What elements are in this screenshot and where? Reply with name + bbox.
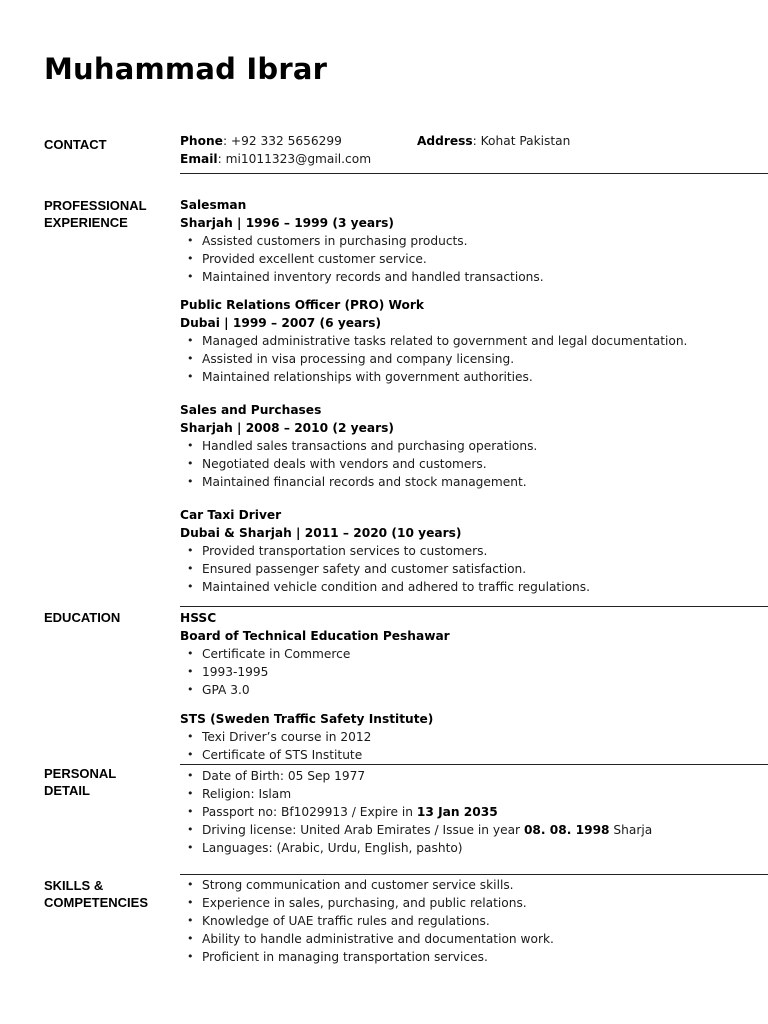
- job-meta: Dubai | 1999 – 2007 (6 years): [180, 316, 382, 330]
- phone-value: +92 332 5656299: [230, 134, 342, 148]
- list-item: • Proficient in managing transportation services.: [180, 948, 760, 966]
- list-item: • Negotiated deals with vendors and customers.: [180, 455, 760, 473]
- experience-job-2: [180, 296, 760, 386]
- languages-item: • Languages: (Arabic, Urdu, English, pashto): [180, 839, 760, 857]
- list-item: • Maintained financial records and stock management.: [180, 473, 760, 491]
- list-item: • Assisted customers in purchasing products.: [180, 232, 760, 250]
- list-item: • Knowledge of UAE traffic rules and regulations.: [180, 912, 760, 930]
- list-item: • Maintained inventory records and handled transactions.: [180, 268, 760, 286]
- divider-experience: [180, 606, 768, 607]
- education-entry-2: [180, 710, 760, 764]
- job-meta: Dubai & Sharjah | 2011 – 2020 (10 years): [180, 526, 462, 540]
- email-value: mi1011323@gmail.com: [225, 152, 372, 166]
- list-item: • GPA 3.0: [180, 681, 760, 699]
- list-item: • Provided transportation services to customers.: [180, 542, 760, 560]
- list-item: • Ensured passenger safety and customer satisfaction.: [180, 560, 760, 578]
- passport-item: • Passport no: Bf1029913 / Expire in 13 Jan 2035: [180, 803, 760, 821]
- education-subtitle: Board of Technical Education Peshawar: [180, 629, 450, 643]
- list-item: • Texi Driver’s course in 2012: [180, 728, 760, 746]
- job-meta: Sharjah | 2008 – 2010 (2 years): [180, 421, 394, 435]
- list-item: • Handled sales transactions and purchasing operations.: [180, 437, 760, 455]
- experience-job-4: [180, 506, 760, 596]
- experience-job-3: [180, 401, 760, 491]
- address-value: Kohat Pakistan: [480, 134, 571, 148]
- personal-detail-section: [180, 767, 760, 857]
- list-item: • Strong communication and customer service skills.: [180, 876, 760, 894]
- experience-section-label: PROFESSIONAL EXPERIENCE: [44, 198, 147, 230]
- divider-personal: [180, 874, 768, 875]
- contact-section-label: CONTACT: [44, 137, 107, 152]
- resume-name: Muhammad Ibrar: [44, 52, 328, 86]
- divider-education: [180, 764, 768, 765]
- list-item: • Certificate in Commerce: [180, 645, 760, 663]
- list-item: • Provided excellent customer service.: [180, 250, 760, 268]
- job-title: Sales and Purchases: [180, 403, 322, 417]
- job-title: Public Relations Officer (PRO) Work: [180, 298, 425, 312]
- list-item: • Maintained vehicle condition and adhered to traffic regulations.: [180, 578, 760, 596]
- passport-expiry: 13 Jan 2035: [416, 805, 498, 819]
- religion-item: • Religion: Islam: [180, 785, 760, 803]
- list-item: • Assisted in visa processing and company licensing.: [180, 350, 760, 368]
- contact-section: Phone: +92 332 5656299 Address: Kohat Pakistan Email: mi1011323@gmail.com: [180, 134, 571, 166]
- education-entry-1: [180, 609, 760, 699]
- list-item: • Certificate of STS Institute: [180, 746, 760, 764]
- education-section-label: EDUCATION: [44, 610, 121, 625]
- experience-job-1: [180, 196, 760, 286]
- job-meta: Sharjah | 1996 – 1999 (3 years): [180, 216, 394, 230]
- skills-section-label: SKILLS & COMPETENCIES: [44, 878, 149, 910]
- list-item: • Ability to handle administrative and documentation work.: [180, 930, 760, 948]
- skills-section: [180, 876, 760, 966]
- dob-item: • Date of Birth: 05 Sep 1977: [180, 767, 760, 785]
- divider-contact: [180, 173, 768, 174]
- education-title: STS (Sweden Traffic Safety Institute): [180, 712, 434, 726]
- email-label: Email: [180, 152, 218, 166]
- license-item: • Driving license: United Arab Emirates / Issue in year 08. 08. 1998 Sharja: [180, 821, 760, 839]
- phone-label: Phone: [180, 134, 223, 148]
- address-label: Address: [417, 134, 473, 148]
- education-title: HSSC: [180, 611, 217, 625]
- license-date: 08. 08. 1998: [523, 823, 610, 837]
- list-item: • 1993-1995: [180, 663, 760, 681]
- list-item: • Managed administrative tasks related to government and legal documentation.: [180, 332, 760, 350]
- list-item: • Experience in sales, purchasing, and public relations.: [180, 894, 760, 912]
- list-item: • Maintained relationships with government authorities.: [180, 368, 760, 386]
- job-title: Salesman: [180, 198, 247, 212]
- job-title: Car Taxi Driver: [180, 508, 282, 522]
- personal-section-label: PERSONAL DETAIL: [44, 766, 117, 798]
